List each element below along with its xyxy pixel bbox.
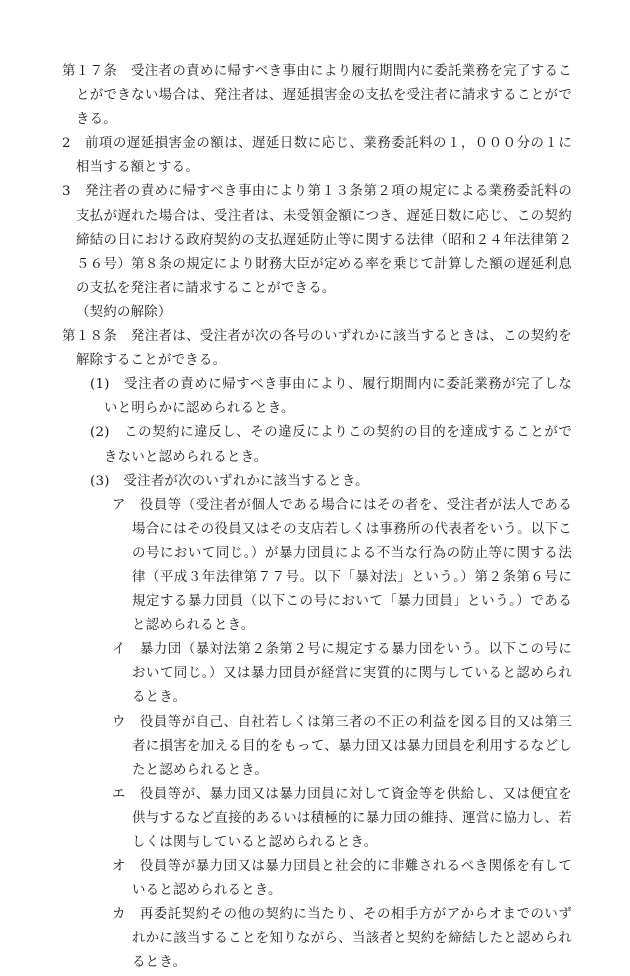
clause-art18: 第１８条 発注者は、受注者が次の各号のいずれかに該当するときは、この契約を解除することができる。: [62, 329, 572, 369]
clause-art17-3: 3 発注者の責めに帰すべき事由により第１３条第２項の規定による業務委託料の支払が遅れた場合は、受注者は、未受領金額につき、遅延日数に応じ、この契約締結の日における政府契約の支払遅延防止等に関する法律（昭和２４年法律第２５６号）第８条の規定により財務大臣が定める率を乗じて計算した額の遅延利息の支払を発注者に請求することができる。: [62, 184, 572, 296]
clause-art18-item3: (3) 受注者が次のいずれかに該当するとき。: [90, 473, 369, 489]
clause-art18-item3-e: エ 役員等が、暴力団又は暴力団員に対して資金等を供給し、又は便宜を供与するなど直接的あるいは積極的に暴力団の維持、運営に協力し、若しくは関与していると認められるとき。: [112, 786, 572, 850]
clause-art17-2: 2 前項の遅延損害金の額は、遅延日数に応じ、業務委託料の１，０００分の１に相当する額とする。: [62, 136, 572, 176]
clause-art18-item3-o: オ 役員等が暴力団又は暴力団員と社会的に非難されるべき関係を有していると認められるとき。: [112, 859, 572, 899]
clause-art18-item3-a: ア 役員等（受注者が個人である場合にはその者を、受注者が法人である場合にはその役員又はその支店若しくは事務所の代表者をいう。以下この号において同じ。）が暴力団員による不当な行為の防止等に関する法律（平成３年法律第７７号。以下「暴対法」という。）第２条第６号に規定する暴力団員（以下この号において「暴力団員」という。）であると認められるとき。: [112, 497, 572, 634]
clause-art18-item3-i: イ 暴力団（暴対法第２条第２号に規定する暴力団をいう。以下この号において同じ。）又は暴力団員が経営に実質的に関与していると認められるとき。: [112, 642, 572, 706]
clause-art18-item3-u: ウ 役員等が自己、自社若しくは第三者の不正の利益を図る目的又は第三者に損害を加える目的をもって、暴力団又は暴力団員を利用するなどしたと認められるとき。: [112, 714, 572, 778]
document-body: [62, 60, 572, 976]
clause-art18-item1: (1) 受注者の責めに帰すべき事由により、履行期間内に委託業務が完了しないと明らかに認められるとき。: [90, 377, 572, 417]
clause-art17-1: 第１７条 受注者の責めに帰すべき事由により履行期間内に委託業務を完了することができない場合は、発注者は、遅延損害金の支払を受注者に請求することができる。: [62, 64, 572, 128]
clause-heading-kaijo: （契約の解除）: [76, 304, 172, 320]
clause-art18-item2: (2) この契約に違反し、その違反によりこの契約の目的を達成することができないと認められるとき。: [90, 425, 572, 465]
clause-art18-item3-ka: カ 再委託契約その他の契約に当たり、その相手方がアからオまでのいずれかに該当することを知りながら、当該者と契約を締結したと認められるとき。: [112, 907, 572, 971]
